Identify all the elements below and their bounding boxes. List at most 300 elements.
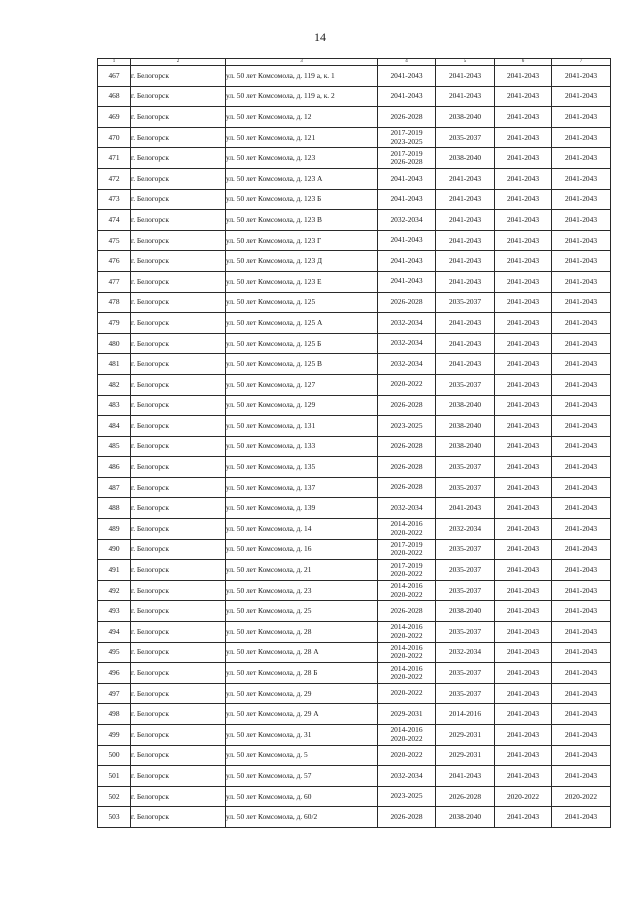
period-value: 2017-2019 [390, 148, 423, 158]
table-row [98, 560, 611, 581]
period-cell-col7: 2041-2043 [552, 601, 611, 622]
period-cell-col4 [378, 477, 436, 498]
period-cell-col7: 2041-2043 [552, 560, 611, 581]
period-cell-col4 [378, 745, 436, 766]
period-cell-col7: 2041-2043 [552, 251, 611, 272]
period-cell-col6: 2041-2043 [495, 354, 552, 375]
period-cell-col6: 2041-2043 [495, 704, 552, 725]
period-cell-col6: 2041-2043 [495, 766, 552, 787]
row-number: 502 [98, 786, 131, 807]
period-cell-col7: 2041-2043 [552, 580, 611, 601]
row-number: 494 [98, 622, 131, 643]
period-cell-col6: 2041-2043 [495, 210, 552, 231]
period-cell-col6: 2041-2043 [495, 395, 552, 416]
city-cell: г. Белогорск [131, 313, 226, 334]
period-cell-col5: 2041-2043 [436, 230, 495, 251]
period-cell-col5: 2038-2040 [436, 601, 495, 622]
period-cell-col6: 2041-2043 [495, 66, 552, 87]
period-cell-col7: 2020-2022 [552, 786, 611, 807]
period-value: 2020-2022 [390, 379, 423, 389]
row-number: 484 [98, 416, 131, 437]
period-cell-col5: 2035-2037 [436, 374, 495, 395]
period-cell-col5: 2041-2043 [436, 498, 495, 519]
period-cell-col5: 2032-2034 [436, 519, 495, 540]
table-row [98, 148, 611, 169]
row-number: 467 [98, 66, 131, 87]
period-value: 2020-2022 [390, 569, 423, 579]
row-number: 503 [98, 807, 131, 828]
column-number: 4 [378, 59, 436, 66]
address-cell: ул. 50 лет Комсомола, д. 28 А [226, 642, 378, 663]
row-number: 481 [98, 354, 131, 375]
period-cell-col5: 2035-2037 [436, 683, 495, 704]
table-row [98, 539, 611, 560]
period-value: 2032-2034 [390, 503, 423, 513]
row-number: 479 [98, 313, 131, 334]
row-number: 485 [98, 436, 131, 457]
city-cell: г. Белогорск [131, 498, 226, 519]
address-cell: ул. 50 лет Комсомола, д. 14 [226, 519, 378, 540]
page-number: 14 [314, 30, 326, 44]
table-row [98, 292, 611, 313]
period-value: 2026-2028 [390, 811, 423, 821]
period-cell-col6: 2041-2043 [495, 271, 552, 292]
period-cell-col6: 2041-2043 [495, 230, 552, 251]
period-value: 2020-2022 [390, 589, 423, 599]
address-cell: ул. 50 лет Комсомола, д. 123 Б [226, 189, 378, 210]
period-cell-col4 [378, 230, 436, 251]
period-cell-col7: 2041-2043 [552, 436, 611, 457]
row-number: 474 [98, 210, 131, 231]
period-cell-col6: 2041-2043 [495, 725, 552, 746]
city-cell: г. Белогорск [131, 704, 226, 725]
table-body [98, 66, 611, 828]
address-cell: ул. 50 лет Комсомола, д. 127 [226, 374, 378, 395]
period-cell-col4 [378, 436, 436, 457]
period-value: 2020-2022 [390, 651, 423, 661]
address-cell: ул. 50 лет Комсомола, д. 123 Е [226, 271, 378, 292]
column-number-row [98, 59, 611, 66]
table-row [98, 683, 611, 704]
period-cell-col7: 2041-2043 [552, 189, 611, 210]
city-cell: г. Белогорск [131, 807, 226, 828]
city-cell: г. Белогорск [131, 107, 226, 128]
period-cell-col5: 2026-2028 [436, 786, 495, 807]
period-cell-col6: 2041-2043 [495, 519, 552, 540]
period-cell-col4 [378, 663, 436, 684]
period-cell-col5: 2038-2040 [436, 436, 495, 457]
period-value: 2014-2016 [390, 519, 423, 529]
period-value: 2017-2019 [390, 560, 423, 570]
address-cell: ул. 50 лет Комсомола, д. 123 А [226, 168, 378, 189]
table-row [98, 477, 611, 498]
period-cell-col6: 2041-2043 [495, 498, 552, 519]
period-cell-col4 [378, 457, 436, 478]
period-value: 2041-2043 [390, 70, 423, 80]
period-cell-col6: 2041-2043 [495, 539, 552, 560]
city-cell: г. Белогорск [131, 292, 226, 313]
period-cell-col4 [378, 498, 436, 519]
period-cell-col5: 2038-2040 [436, 416, 495, 437]
period-cell-col4 [378, 395, 436, 416]
period-cell-col6: 2041-2043 [495, 457, 552, 478]
period-value: 2020-2022 [390, 750, 423, 760]
table-row [98, 168, 611, 189]
address-cell: ул. 50 лет Комсомола, д. 25 [226, 601, 378, 622]
period-cell-col4 [378, 127, 436, 148]
address-cell: ул. 50 лет Комсомола, д. 131 [226, 416, 378, 437]
city-cell: г. Белогорск [131, 601, 226, 622]
period-cell-col4 [378, 313, 436, 334]
period-cell-col7: 2041-2043 [552, 127, 611, 148]
address-cell: ул. 50 лет Комсомола, д. 31 [226, 725, 378, 746]
period-value: 2041-2043 [390, 235, 423, 245]
period-cell-col4 [378, 622, 436, 643]
period-value: 2020-2022 [390, 688, 423, 698]
period-cell-col5: 2035-2037 [436, 477, 495, 498]
period-cell-col5: 2035-2037 [436, 457, 495, 478]
period-cell-col7: 2041-2043 [552, 66, 611, 87]
period-cell-col4 [378, 416, 436, 437]
table-row [98, 663, 611, 684]
address-cell: ул. 50 лет Комсомола, д. 16 [226, 539, 378, 560]
row-number: 483 [98, 395, 131, 416]
city-cell: г. Белогорск [131, 230, 226, 251]
period-cell-col6: 2041-2043 [495, 436, 552, 457]
period-cell-col7: 2041-2043 [552, 374, 611, 395]
period-value: 2020-2022 [390, 527, 423, 537]
period-cell-col7: 2041-2043 [552, 519, 611, 540]
period-value: 2026-2028 [390, 111, 423, 121]
period-value: 2017-2019 [390, 128, 423, 138]
period-cell-col4 [378, 333, 436, 354]
city-cell: г. Белогорск [131, 127, 226, 148]
row-number: 489 [98, 519, 131, 540]
period-cell-col4 [378, 148, 436, 169]
period-cell-col6: 2041-2043 [495, 601, 552, 622]
period-cell-col7: 2041-2043 [552, 725, 611, 746]
period-cell-col7: 2041-2043 [552, 416, 611, 437]
city-cell: г. Белогорск [131, 189, 226, 210]
table-row [98, 66, 611, 87]
address-cell: ул. 50 лет Комсомола, д. 125 Б [226, 333, 378, 354]
period-value: 2032-2034 [390, 214, 423, 224]
period-value: 2026-2028 [390, 297, 423, 307]
period-cell-col6: 2041-2043 [495, 148, 552, 169]
period-cell-col7: 2041-2043 [552, 313, 611, 334]
city-cell: г. Белогорск [131, 622, 226, 643]
table-row [98, 230, 611, 251]
table-row [98, 210, 611, 231]
column-number: 7 [552, 59, 611, 66]
table-row [98, 374, 611, 395]
city-cell: г. Белогорск [131, 271, 226, 292]
row-number: 501 [98, 766, 131, 787]
address-cell: ул. 50 лет Комсомола, д. 60 [226, 786, 378, 807]
period-cell-col5: 2035-2037 [436, 127, 495, 148]
period-value: 2026-2028 [390, 441, 423, 451]
row-number: 472 [98, 168, 131, 189]
row-number: 480 [98, 333, 131, 354]
row-number: 482 [98, 374, 131, 395]
table-row [98, 354, 611, 375]
period-cell-col7: 2041-2043 [552, 477, 611, 498]
row-number: 491 [98, 560, 131, 581]
period-cell-col5: 2029-2031 [436, 745, 495, 766]
column-number: 3 [226, 59, 378, 66]
period-cell-col4 [378, 354, 436, 375]
period-cell-col6: 2041-2043 [495, 477, 552, 498]
row-number: 477 [98, 271, 131, 292]
period-cell-col7: 2041-2043 [552, 745, 611, 766]
period-cell-col5: 2014-2016 [436, 704, 495, 725]
row-number: 496 [98, 663, 131, 684]
city-cell: г. Белогорск [131, 663, 226, 684]
table-row [98, 395, 611, 416]
city-cell: г. Белогорск [131, 683, 226, 704]
period-cell-col6: 2041-2043 [495, 292, 552, 313]
period-cell-col5: 2035-2037 [436, 580, 495, 601]
row-number: 470 [98, 127, 131, 148]
city-cell: г. Белогорск [131, 580, 226, 601]
period-cell-col7: 2041-2043 [552, 457, 611, 478]
period-value: 2014-2016 [390, 581, 423, 591]
period-cell-col4 [378, 374, 436, 395]
period-value: 2032-2034 [390, 358, 423, 368]
city-cell: г. Белогорск [131, 251, 226, 272]
period-value: 2026-2028 [390, 400, 423, 410]
column-number: 5 [436, 59, 495, 66]
address-cell: ул. 50 лет Комсомола, д. 139 [226, 498, 378, 519]
address-cell: ул. 50 лет Комсомола, д. 23 [226, 580, 378, 601]
row-number: 475 [98, 230, 131, 251]
table-row [98, 519, 611, 540]
row-number: 497 [98, 683, 131, 704]
city-cell: г. Белогорск [131, 333, 226, 354]
address-cell: ул. 50 лет Комсомола, д. 119 а, к. 2 [226, 86, 378, 107]
period-value: 2020-2022 [390, 733, 423, 743]
table-row [98, 642, 611, 663]
period-cell-col7: 2041-2043 [552, 704, 611, 725]
period-cell-col4 [378, 168, 436, 189]
period-value: 2026-2028 [390, 605, 423, 615]
period-value: 2029-2031 [390, 708, 423, 718]
period-cell-col5: 2029-2031 [436, 725, 495, 746]
period-value: 2026-2028 [390, 461, 423, 471]
city-cell: г. Белогорск [131, 519, 226, 540]
row-number: 471 [98, 148, 131, 169]
period-cell-col6: 2041-2043 [495, 642, 552, 663]
address-cell: ул. 50 лет Комсомола, д. 29 [226, 683, 378, 704]
row-number: 495 [98, 642, 131, 663]
period-cell-col5: 2041-2043 [436, 271, 495, 292]
period-cell-col7: 2041-2043 [552, 210, 611, 231]
period-cell-col4 [378, 539, 436, 560]
table-row [98, 745, 611, 766]
period-cell-col4 [378, 66, 436, 87]
period-cell-col6: 2041-2043 [495, 251, 552, 272]
period-cell-col7: 2041-2043 [552, 498, 611, 519]
table-row [98, 189, 611, 210]
address-cell: ул. 50 лет Комсомола, д. 125 [226, 292, 378, 313]
address-cell: ул. 50 лет Комсомола, д. 119 а, к. 1 [226, 66, 378, 87]
period-cell-col7: 2041-2043 [552, 766, 611, 787]
period-cell-col7: 2041-2043 [552, 663, 611, 684]
period-cell-col4 [378, 271, 436, 292]
period-cell-col7: 2041-2043 [552, 86, 611, 107]
period-value: 2014-2016 [390, 663, 423, 673]
period-cell-col6: 2041-2043 [495, 560, 552, 581]
city-cell: г. Белогорск [131, 86, 226, 107]
period-cell-col6: 2041-2043 [495, 807, 552, 828]
column-number: 2 [131, 59, 226, 66]
table-row [98, 807, 611, 828]
period-value: 2041-2043 [390, 255, 423, 265]
period-cell-col5: 2038-2040 [436, 807, 495, 828]
period-value: 2020-2022 [390, 630, 423, 640]
address-cell: ул. 50 лет Комсомола, д. 133 [226, 436, 378, 457]
city-cell: г. Белогорск [131, 354, 226, 375]
period-cell-col5: 2041-2043 [436, 210, 495, 231]
period-cell-col7: 2041-2043 [552, 622, 611, 643]
period-cell-col6: 2041-2043 [495, 107, 552, 128]
row-number: 488 [98, 498, 131, 519]
period-cell-col6: 2041-2043 [495, 189, 552, 210]
period-value: 2014-2016 [390, 622, 423, 632]
period-cell-col4 [378, 519, 436, 540]
table-row [98, 127, 611, 148]
table-row [98, 251, 611, 272]
address-cell: ул. 50 лет Комсомола, д. 125 В [226, 354, 378, 375]
period-cell-col5: 2038-2040 [436, 107, 495, 128]
period-cell-col4 [378, 560, 436, 581]
table-row [98, 498, 611, 519]
row-number: 473 [98, 189, 131, 210]
row-number: 492 [98, 580, 131, 601]
register-table [97, 58, 611, 828]
row-number: 478 [98, 292, 131, 313]
period-cell-col5: 2035-2037 [436, 292, 495, 313]
period-cell-col6: 2041-2043 [495, 127, 552, 148]
period-cell-col6: 2020-2022 [495, 786, 552, 807]
address-cell: ул. 50 лет Комсомола, д. 57 [226, 766, 378, 787]
period-cell-col4 [378, 580, 436, 601]
period-cell-col5: 2041-2043 [436, 168, 495, 189]
period-cell-col7: 2041-2043 [552, 271, 611, 292]
period-cell-col4 [378, 210, 436, 231]
period-cell-col5: 2035-2037 [436, 560, 495, 581]
period-cell-col6: 2041-2043 [495, 333, 552, 354]
period-cell-col4 [378, 251, 436, 272]
table-row [98, 786, 611, 807]
row-number: 476 [98, 251, 131, 272]
city-cell: г. Белогорск [131, 416, 226, 437]
period-cell-col7: 2041-2043 [552, 333, 611, 354]
table-row [98, 766, 611, 787]
city-cell: г. Белогорск [131, 477, 226, 498]
address-cell: ул. 50 лет Комсомола, д. 135 [226, 457, 378, 478]
period-cell-col4 [378, 642, 436, 663]
period-value: 2032-2034 [390, 338, 423, 348]
address-cell: ул. 50 лет Комсомола, д. 121 [226, 127, 378, 148]
period-cell-col4 [378, 292, 436, 313]
address-cell: ул. 50 лет Комсомола, д. 12 [226, 107, 378, 128]
city-cell: г. Белогорск [131, 436, 226, 457]
address-cell: ул. 50 лет Комсомола, д. 137 [226, 477, 378, 498]
period-value: 2023-2025 [390, 136, 423, 146]
period-cell-col7: 2041-2043 [552, 230, 611, 251]
period-cell-col6: 2041-2043 [495, 580, 552, 601]
period-cell-col7: 2041-2043 [552, 642, 611, 663]
period-value: 2017-2019 [390, 539, 423, 549]
address-cell: ул. 50 лет Комсомола, д. 123 Г [226, 230, 378, 251]
table-row [98, 333, 611, 354]
period-value: 2026-2028 [390, 482, 423, 492]
period-cell-col5: 2041-2043 [436, 189, 495, 210]
period-value: 2026-2028 [390, 157, 423, 167]
period-cell-col6: 2041-2043 [495, 663, 552, 684]
table-row [98, 313, 611, 334]
period-cell-col5: 2032-2034 [436, 642, 495, 663]
period-cell-col4 [378, 86, 436, 107]
period-value: 2020-2022 [390, 548, 423, 558]
table-row [98, 601, 611, 622]
address-cell: ул. 50 лет Комсомола, д. 123 [226, 148, 378, 169]
city-cell: г. Белогорск [131, 745, 226, 766]
table-row [98, 107, 611, 128]
city-cell: г. Белогорск [131, 642, 226, 663]
row-number: 487 [98, 477, 131, 498]
table-row [98, 436, 611, 457]
period-value: 2041-2043 [390, 276, 423, 286]
period-cell-col7: 2041-2043 [552, 807, 611, 828]
period-value: 2023-2025 [390, 791, 423, 801]
period-value: 2032-2034 [390, 770, 423, 780]
period-cell-col4 [378, 704, 436, 725]
period-cell-col7: 2041-2043 [552, 148, 611, 169]
period-cell-col5: 2041-2043 [436, 251, 495, 272]
period-cell-col7: 2041-2043 [552, 539, 611, 560]
address-cell: ул. 50 лет Комсомола, д. 125 А [226, 313, 378, 334]
period-cell-col7: 2041-2043 [552, 107, 611, 128]
city-cell: г. Белогорск [131, 539, 226, 560]
address-cell: ул. 50 лет Комсомола, д. 5 [226, 745, 378, 766]
table-row [98, 86, 611, 107]
city-cell: г. Белогорск [131, 560, 226, 581]
period-cell-col6: 2041-2043 [495, 622, 552, 643]
row-number: 500 [98, 745, 131, 766]
address-cell: ул. 50 лет Комсомола, д. 129 [226, 395, 378, 416]
address-cell: ул. 50 лет Комсомола, д. 21 [226, 560, 378, 581]
address-cell: ул. 50 лет Комсомола, д. 28 [226, 622, 378, 643]
period-value: 2020-2022 [390, 672, 423, 682]
city-cell: г. Белогорск [131, 725, 226, 746]
period-cell-col5: 2035-2037 [436, 663, 495, 684]
period-cell-col5: 2041-2043 [436, 333, 495, 354]
period-cell-col5: 2041-2043 [436, 86, 495, 107]
city-cell: г. Белогорск [131, 786, 226, 807]
city-cell: г. Белогорск [131, 374, 226, 395]
period-value: 2014-2016 [390, 642, 423, 652]
period-value: 2014-2016 [390, 725, 423, 735]
table-row [98, 271, 611, 292]
period-cell-col4 [378, 725, 436, 746]
city-cell: г. Белогорск [131, 148, 226, 169]
table-row [98, 416, 611, 437]
period-cell-col4 [378, 786, 436, 807]
address-cell: ул. 50 лет Комсомола, д. 60/2 [226, 807, 378, 828]
period-cell-col6: 2041-2043 [495, 416, 552, 437]
